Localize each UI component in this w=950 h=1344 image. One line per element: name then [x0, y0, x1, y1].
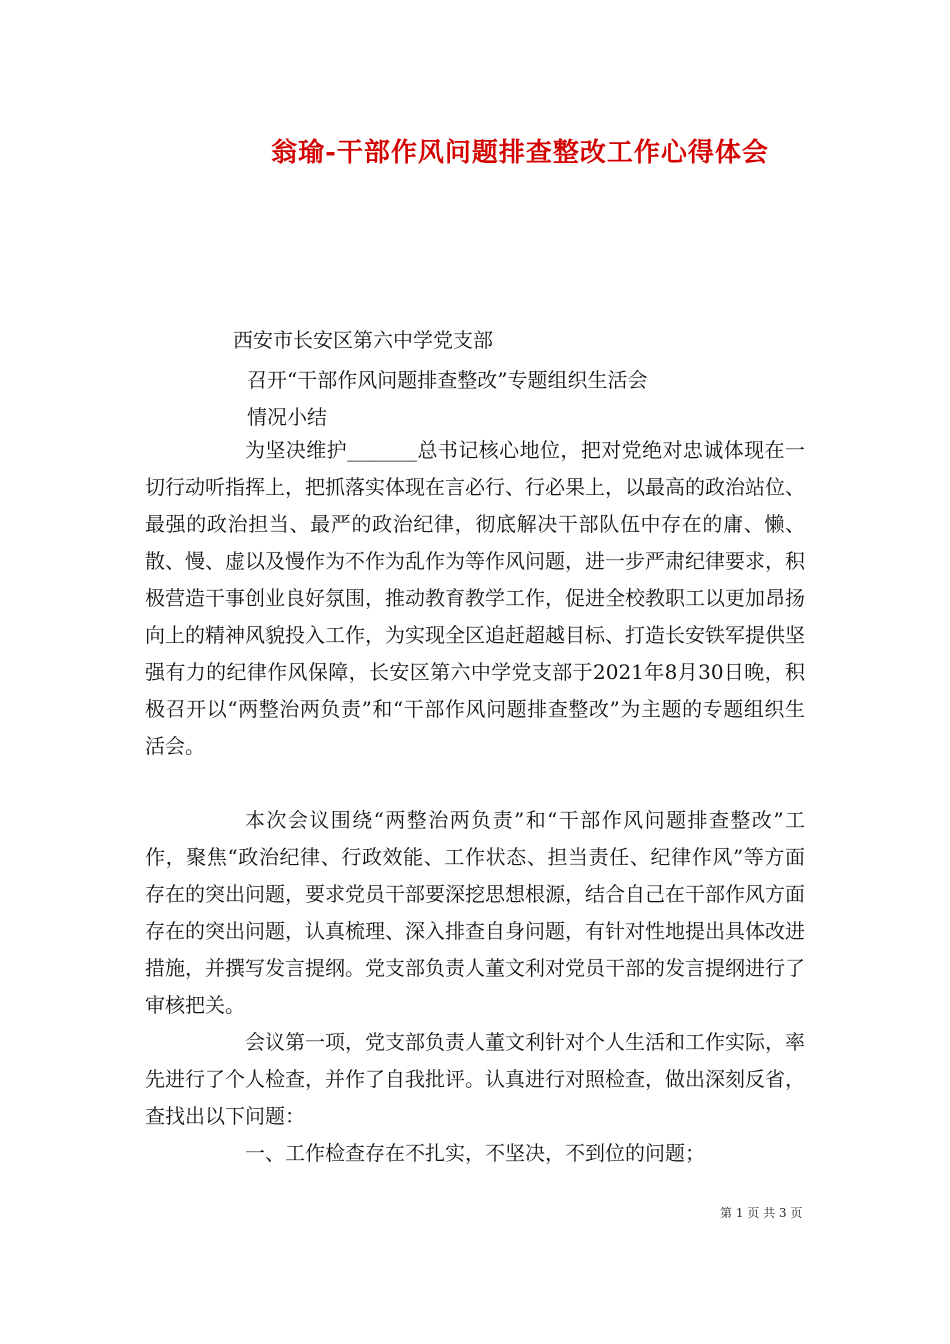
paragraph-2 — [145, 802, 805, 1024]
paragraph-text: 为坚决维护_______总书记核心地位，把对党绝对忠诚体现在一切行动听指挥上，把抓落实体现在言必行、行必果上，以最高的政治站位、最强的政治担当、最严的政治纪律，彻底解决干部队伍中存在的庸、懒、散、慢、虚以及慢作为不作为乱作为等作风问题，进一步严肃纪律要求，积极营造干事创业良好氛围，推动教育教学工作，促进全校教职工以更加昂扬向上的精神风貌投入工作，为实现全区追赶超越目标、打造长安铁军提供坚强有力的纪律作风保障，长安区第六中学党支部于2021年8月30日晚，积极召开以“两整治两负责”和“干部作风问题排查整改”为主题的专题组织生活会。 — [145, 438, 805, 758]
paragraph-1 — [145, 432, 805, 765]
paragraph-text: 一、工作检查存在不扎实，不坚决，不到位的问题； — [245, 1141, 705, 1165]
document-title: 翁瑜-干部作风问题排查整改工作心得体会 — [271, 138, 769, 168]
meeting-subtitle: 召开“干部作风问题排查整改”专题组织生活会 — [247, 368, 648, 392]
summary-label: 情况小结 — [247, 405, 327, 429]
page-number: 第 1 页 共 3 页 — [720, 1206, 803, 1220]
paragraph-4 — [145, 1135, 805, 1172]
paragraph-3 — [145, 1024, 805, 1135]
paragraph-text: 本次会议围绕“两整治两负责”和“干部作风问题排查整改”工作，聚焦“政治纪律、行政效能、工作状态、担当责任、纪律作风”等方面存在的突出问题，要求党员干部要深挖思想根源，结合自己在干部作风方面存在的突出问题，认真梳理、深入排查自身问题，有针对性地提出具体改进措施，并撰写发言提纲。党支部负责人董文利对党员干部的发言提纲进行了审核把关。 — [145, 808, 805, 1017]
organization-name: 西安市长安区第六中学党支部 — [233, 328, 493, 352]
paragraph-text: 会议第一项，党支部负责人董文利针对个人生活和工作实际，率先进行了个人检查，并作了自我批评。认真进行对照检查，做出深刻反省，查找出以下问题： — [145, 1030, 805, 1128]
